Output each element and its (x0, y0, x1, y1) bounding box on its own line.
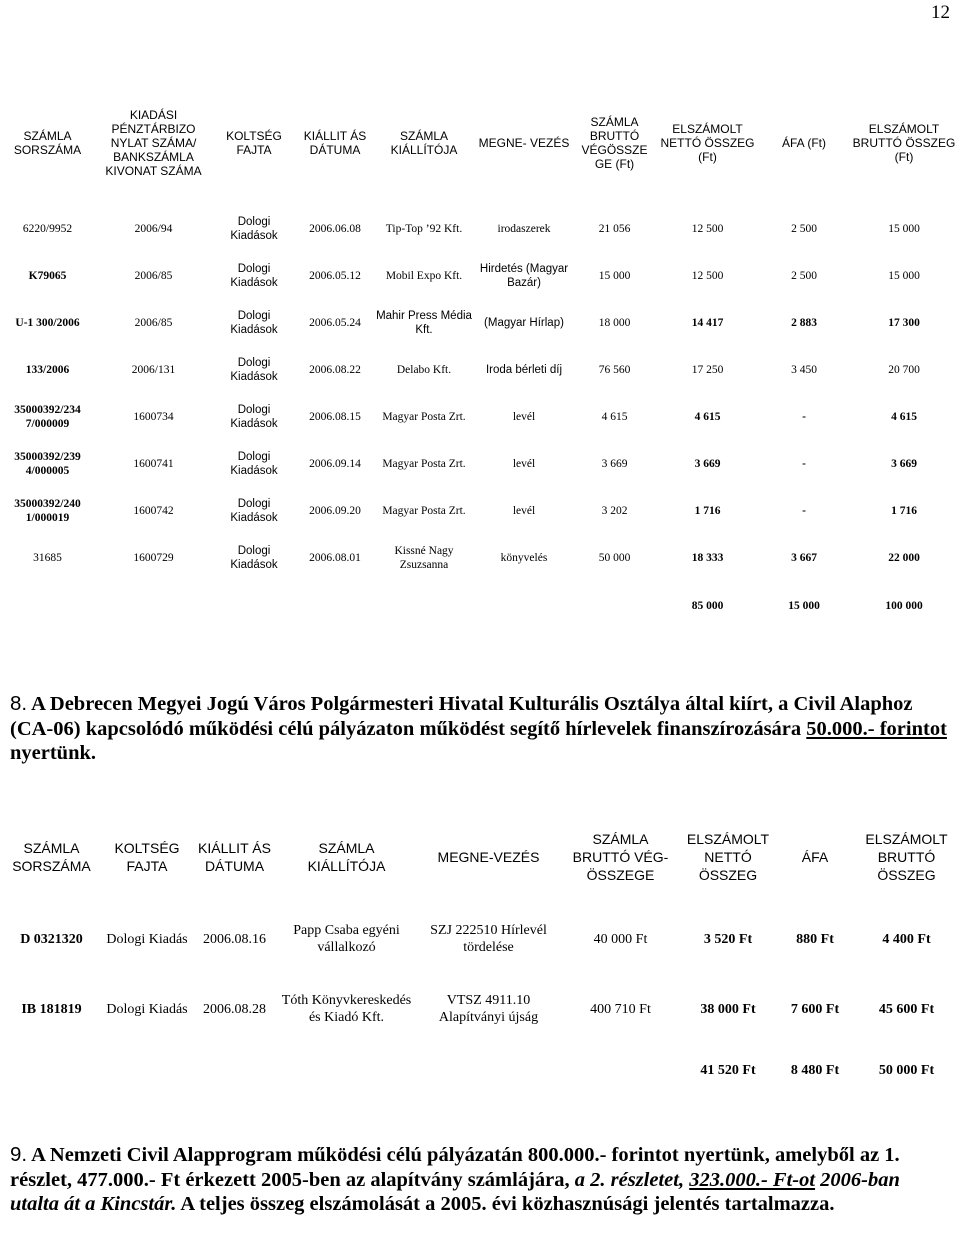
section-number: 8. (10, 692, 28, 715)
table2-header: MEGNE-VEZÉS (437, 849, 540, 865)
gross-total: 40 000 Ft (593, 931, 648, 947)
table-row (0, 440, 960, 487)
description: (Magyar Hírlap) (484, 316, 564, 329)
net-amount: 4 615 (694, 410, 721, 423)
expense-table-2 (0, 815, 960, 1101)
issuer: Tóth Könyvkereskedés és Kiadó Kft. (281, 993, 412, 1025)
totals-row (0, 581, 960, 631)
section-9-paragraph (10, 1143, 952, 1217)
voucher-number: 2006/94 (134, 222, 173, 235)
description: levél (512, 410, 536, 423)
gross-amount: 22 000 (888, 551, 920, 564)
table2-header: KOLTSÉG FAJTA (114, 840, 180, 874)
vat-amount: 2 500 (791, 269, 817, 282)
table2-header: ELSZÁMOLT NETTÓ ÖSSZEG (686, 831, 770, 883)
gross-amount: 17 300 (888, 316, 920, 329)
net-amount: 12 500 (691, 222, 724, 235)
page-number: 12 (931, 2, 950, 23)
total-net: 85 000 (691, 600, 724, 612)
section-8-paragraph (10, 692, 952, 766)
total-gross: 50 000 Ft (878, 1062, 935, 1078)
table-row (0, 205, 960, 252)
gross-amount: 1 716 (891, 504, 917, 517)
table1-header: KOLTSÉG FAJTA (226, 128, 282, 157)
installment-amount: 323.000.- Ft-ot (689, 1168, 816, 1191)
gross-total: 3 202 (601, 504, 628, 517)
voucher-number: 1600734 (133, 410, 174, 423)
cost-type: Dologi Kiadás (106, 931, 188, 947)
cost-type: Dologi Kiadások (230, 544, 278, 571)
section-text-italic-end: 2006-ban utalta át a Kincstár. (10, 1168, 900, 1215)
issue-date: 2006.08.01 (309, 551, 361, 564)
table1-header-row (0, 80, 960, 205)
net-amount: 18 333 (691, 551, 724, 564)
cost-type: Dologi Kiadások (230, 403, 278, 430)
issue-date: 2006.08.15 (309, 410, 361, 423)
issuer: Delabo Kft. (396, 363, 452, 376)
table1-header: SZÁMLA KIÁLLÍTÓJA (390, 128, 458, 157)
issue-date: 2006.08.22 (309, 363, 361, 376)
issue-date: 2006.08.28 (203, 1001, 266, 1017)
invoice-number: U-1 300/2006 (15, 316, 80, 329)
gross-total: 18 000 (598, 316, 631, 329)
table1-header: ÁFA (Ft) (781, 135, 826, 150)
table-row (0, 393, 960, 440)
vat-amount: 7 600 Ft (790, 1001, 840, 1017)
gross-amount: 3 669 (891, 457, 917, 470)
vat-amount: 880 Ft (796, 931, 834, 947)
table2-header: SZÁMLA KIÁLLÍTÓJA (307, 840, 386, 874)
voucher-number: 1600742 (133, 504, 174, 517)
table-row (0, 534, 960, 581)
table-row (0, 979, 960, 1039)
net-amount: 17 250 (691, 363, 724, 376)
vat-amount: 3 450 (791, 363, 817, 376)
gross-amount: 45 600 Ft (878, 1001, 935, 1017)
cost-type: Dologi Kiadások (230, 356, 278, 383)
voucher-number: 2006/131 (131, 363, 176, 376)
voucher-number: 1600741 (133, 457, 174, 470)
net-amount: 38 000 Ft (700, 1001, 756, 1017)
section-number: 9. (10, 1143, 28, 1166)
vat-amount: - (802, 457, 806, 470)
issuer: Mahir Press Média Kft. (376, 309, 472, 336)
issuer: Mobil Expo Kft. (385, 269, 463, 282)
gross-total: 15 000 (598, 269, 631, 282)
description: Hirdetés (Magyar Bazár) (479, 262, 569, 289)
voucher-number: 2006/85 (134, 269, 173, 282)
vat-amount: 2 500 (791, 222, 817, 235)
cost-type: Dologi Kiadások (230, 450, 278, 477)
table-row (0, 299, 960, 346)
description: levél (512, 504, 536, 517)
net-amount: 3 520 Ft (703, 931, 753, 947)
cost-type: Dologi Kiadások (230, 309, 278, 336)
invoice-number: 133/2006 (25, 363, 70, 376)
vat-amount: 3 667 (791, 551, 817, 564)
grant-amount: 50.000.- forintot (806, 717, 947, 740)
table2-header: ÁFA (801, 849, 829, 865)
table2-header: ELSZÁMOLT BRUTTÓ ÖSSZEG (865, 831, 948, 883)
description: könyvelés (500, 551, 548, 564)
issuer: Magyar Posta Zrt. (382, 457, 466, 470)
description: VTSZ 4911.10 Alapítványi újság (438, 993, 539, 1025)
net-amount: 3 669 (694, 457, 721, 470)
table-row (0, 252, 960, 299)
net-amount: 1 716 (694, 504, 721, 517)
issue-date: 2006.06.08 (309, 222, 361, 235)
description: SZJ 222510 Hírlevél tördelése (430, 923, 547, 955)
description: levél (512, 457, 536, 470)
table1-header: MEGNE- VEZÉS (478, 135, 570, 150)
issuer: Magyar Posta Zrt. (382, 504, 466, 517)
gross-total: 3 669 (601, 457, 628, 470)
table-row (0, 487, 960, 534)
gross-total: 400 710 Ft (590, 1001, 651, 1017)
section-text-end: A teljes összeg elszámolását a 2005. évi közhasznúsági jelentés tartalmazza. (176, 1193, 835, 1215)
cost-type: Dologi Kiadás (106, 1001, 188, 1017)
issue-date: 2006.05.12 (309, 269, 361, 282)
description: irodaszerek (497, 222, 551, 235)
table1-header: ELSZÁMOLT BRUTTÓ ÖSSZEG (Ft) (852, 121, 956, 164)
section-text-italic: a 2. részletet, (574, 1168, 690, 1191)
gross-amount: 4 400 Ft (882, 931, 931, 947)
table1-header: KIÁLLIT ÁS DÁTUMA (303, 128, 367, 157)
table-row (0, 899, 960, 979)
totals-row (0, 1039, 960, 1101)
gross-amount: 15 000 (888, 269, 920, 282)
voucher-number: 2006/85 (134, 316, 173, 329)
issue-date: 2006.09.20 (309, 504, 361, 517)
total-net: 41 520 Ft (700, 1062, 756, 1078)
issuer: Kissné Nagy Zsuzsanna (394, 544, 454, 571)
gross-total: 50 000 (598, 551, 631, 564)
issue-date: 2006.08.16 (203, 931, 266, 947)
cost-type: Dologi Kiadások (230, 497, 278, 524)
gross-total: 21 056 (598, 222, 631, 235)
net-amount: 12 500 (691, 269, 724, 282)
cost-type: Dologi Kiadások (230, 262, 278, 289)
issuer: Papp Csaba egyéni vállalkozó (293, 923, 400, 955)
gross-amount: 15 000 (888, 222, 920, 235)
invoice-number: 35000392/234 7/000009 (14, 403, 81, 430)
expense-table-1 (0, 80, 960, 631)
invoice-number: K79065 (28, 269, 67, 282)
total-vat: 8 480 Ft (790, 1062, 840, 1078)
issuer: Magyar Posta Zrt. (382, 410, 466, 423)
net-amount: 14 417 (691, 316, 724, 329)
table1-header: ELSZÁMOLT NETTÓ ÖSSZEG (Ft) (660, 121, 755, 164)
issue-date: 2006.09.14 (309, 457, 361, 470)
table2-header-row (0, 815, 960, 899)
section-text-end: nyertünk. (10, 742, 97, 764)
vat-amount: - (802, 410, 806, 423)
vat-amount: - (802, 504, 806, 517)
description: Iroda bérleti díj (485, 363, 563, 376)
table2-header: SZÁMLA BRUTTÓ VÉG- ÖSSZEGE (572, 831, 669, 883)
total-vat: 15 000 (788, 600, 820, 612)
section-text: A Nemzeti Civil Alapprogram működési célú pályázatán 800.000.- forintot nyertünk, amelyből az 1. részlet, 477.000.- Ft érkezett 2005-ben az alapítvány számlájára, (10, 1144, 900, 1191)
invoice-number: IB 181819 (21, 1001, 82, 1017)
invoice-number: 31685 (33, 551, 62, 564)
table2-header: SZÁMLA SORSZÁMA (12, 840, 91, 874)
table1-header: KIADÁSI PÉNZTÁRBIZO NYLAT SZÁMA/ BANKSZÁMLA KIVONAT SZÁMA (105, 107, 202, 178)
total-gross: 100 000 (885, 600, 923, 612)
invoice-number: 35000392/239 4/000005 (14, 450, 81, 477)
section-text: A Debrecen Megyei Jogú Város Polgármesteri Hivatal Kulturális Osztálya által kiírt, a Civil Alaphoz (CA-06) kapcsolódó működési célú pályázaton működést segítő hírlevelek finanszírozására (10, 693, 913, 740)
issuer: Tip-Top ’92 Kft. (385, 222, 463, 235)
table1-header: SZÁMLA SORSZÁMA (13, 128, 82, 157)
vat-amount: 2 883 (791, 316, 817, 329)
gross-total: 76 560 (598, 363, 631, 376)
table1-header: SZÁMLA BRUTTÓ VÉGÖSSZE GE (Ft) (581, 114, 648, 171)
gross-total: 4 615 (601, 410, 628, 423)
invoice-number: 6220/9952 (22, 222, 73, 235)
table-row (0, 346, 960, 393)
cost-type: Dologi Kiadások (230, 215, 278, 242)
gross-amount: 4 615 (891, 410, 917, 423)
gross-amount: 20 700 (888, 363, 920, 376)
table2-header: KIÁLLIT ÁS DÁTUMA (198, 840, 271, 874)
invoice-number: 35000392/240 1/000019 (14, 497, 81, 524)
voucher-number: 1600729 (133, 551, 174, 564)
invoice-number: D 0321320 (20, 931, 83, 947)
issue-date: 2006.05.24 (309, 316, 361, 329)
